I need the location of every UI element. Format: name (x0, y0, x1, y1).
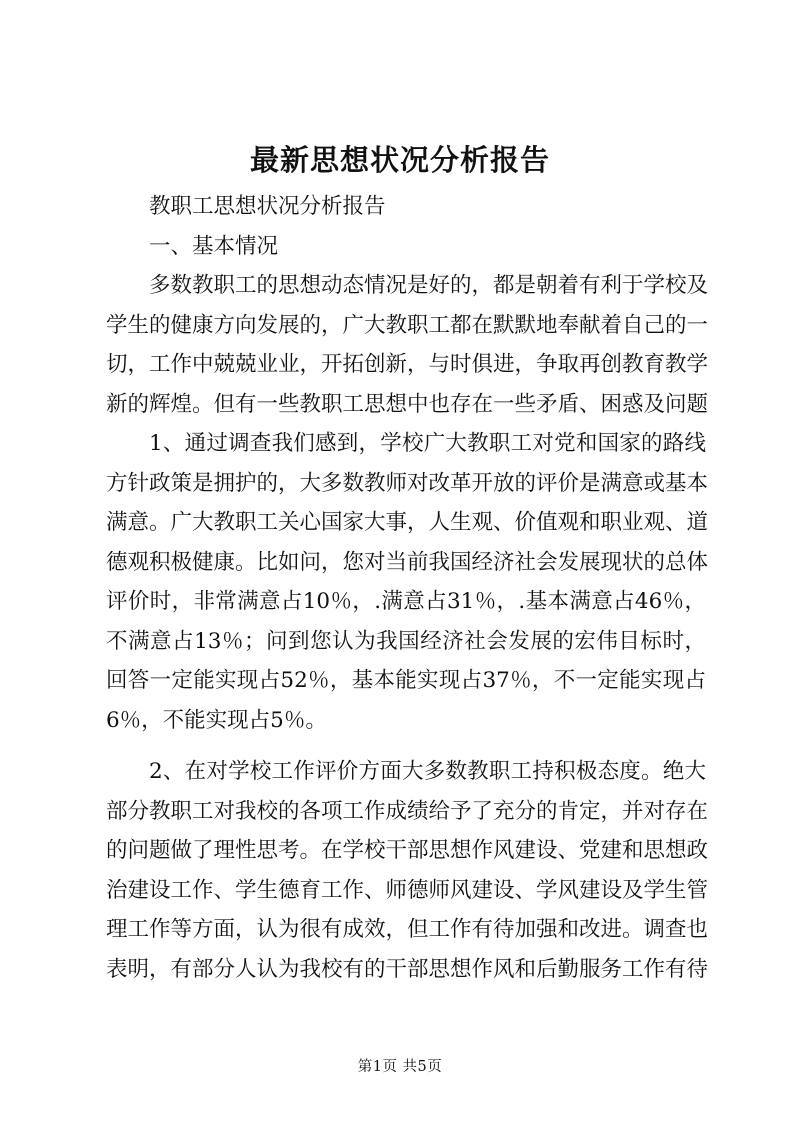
paragraph-spacer (106, 740, 706, 752)
paragraph-3-line: 表明，有部分人认为我校有的干部思想作风和后勤服务工作有待 (106, 956, 709, 982)
paragraph-2-line: 不满意占13％；问到您认为我国经济社会发展的宏伟目标时， (106, 628, 706, 654)
paragraph-3-line: 理工作等方面，认为很有成效，但工作有待加强和改进。调查也 (106, 917, 709, 942)
paragraph-2-line: 满意。广大教职工关心国家大事，人生观、价值观和职业观、道 (106, 510, 709, 535)
paragraph-3-line: 治建设工作、学生德育工作、师德师风建设、学风建设及学生管 (106, 877, 709, 903)
paragraph-3-line: 的问题做了理性思考。在学校干部思想作风建设、党建和思想政 (106, 838, 709, 863)
paragraph-3-line: 部分教职工对我校的各项工作成绩给予了充分的肯定，并对存在 (106, 798, 709, 824)
subtitle-line: 教职工思想状况分析报告 (149, 194, 386, 219)
paragraph-1-line: 多数教职工的思想动态情况是好的，都是朝着有利于学校及 (149, 273, 709, 298)
paragraph-2-line: 评价时，非常满意占10％，.满意占31％，.基本满意占46％， (106, 589, 706, 614)
document-title: 最新思想状况分析报告 (249, 143, 550, 177)
section-heading: 一、基本情况 (149, 233, 279, 259)
document-body (106, 187, 709, 989)
paragraph-2-line: 回答一定能实现占52％，基本能实现占37％，不一定能实现占 (106, 668, 706, 693)
paragraph-3-line: 2、在对学校工作评价方面大多数教职工持积极态度。绝大 (149, 759, 706, 784)
paragraph-2-line: 方针政策是拥护的，大多数教师对改革开放的评价是满意或基本 (106, 470, 709, 496)
paragraph-1-line: 切，工作中兢兢业业，开拓创新，与时俱进，争取再创教育教学 (106, 352, 709, 377)
paragraph-1-line: 新的辉煌。但有一些教职工思想中也存在一些矛盾、困惑及问题 (106, 391, 709, 417)
paragraph-2-line: 1、通过调查我们感到，学校广大教职工对党和国家的路线 (149, 431, 706, 456)
page-footer: 第1页 共5页 (357, 1059, 443, 1075)
paragraph-1-line: 学生的健康方向发展的，广大教职工都在默默地奉献着自己的一 (106, 312, 709, 338)
paragraph-2-line: 6％，不能实现占5％。 (106, 707, 327, 733)
paragraph-2-line: 德观积极健康。比如问，您对当前我国经济社会发展现状的总体 (106, 549, 709, 575)
